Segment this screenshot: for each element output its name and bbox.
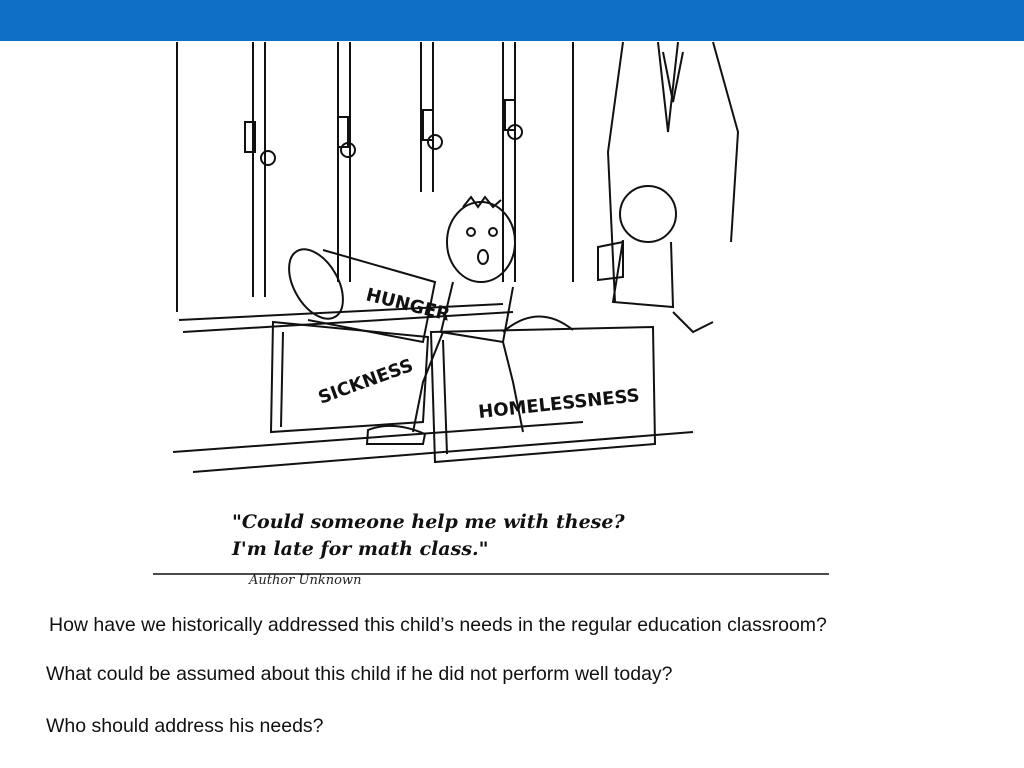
bag-label-hunger: HUNGER [363, 284, 453, 326]
question-assumption: What could be assumed about this child if he did not perform well today? [46, 663, 673, 685]
slide-header-bar [0, 0, 1024, 41]
cartoon-image [153, 42, 871, 768]
question-historical: How have we historically addressed this child’s needs in the regular education classroom? [49, 614, 827, 636]
bag-label-homelessness: HOMELESSNESS [477, 385, 641, 423]
cartoon-author: Author Unknown [249, 573, 362, 588]
question-who: Who should address his needs? [46, 715, 324, 737]
cartoon-drawing [153, 42, 871, 768]
bag-label-sickness: SICKNESS [315, 354, 417, 409]
cartoon-caption-line-2: I'm late for math class." [232, 538, 489, 560]
cartoon-caption-line-1: "Could someone help me with these? [232, 511, 625, 533]
